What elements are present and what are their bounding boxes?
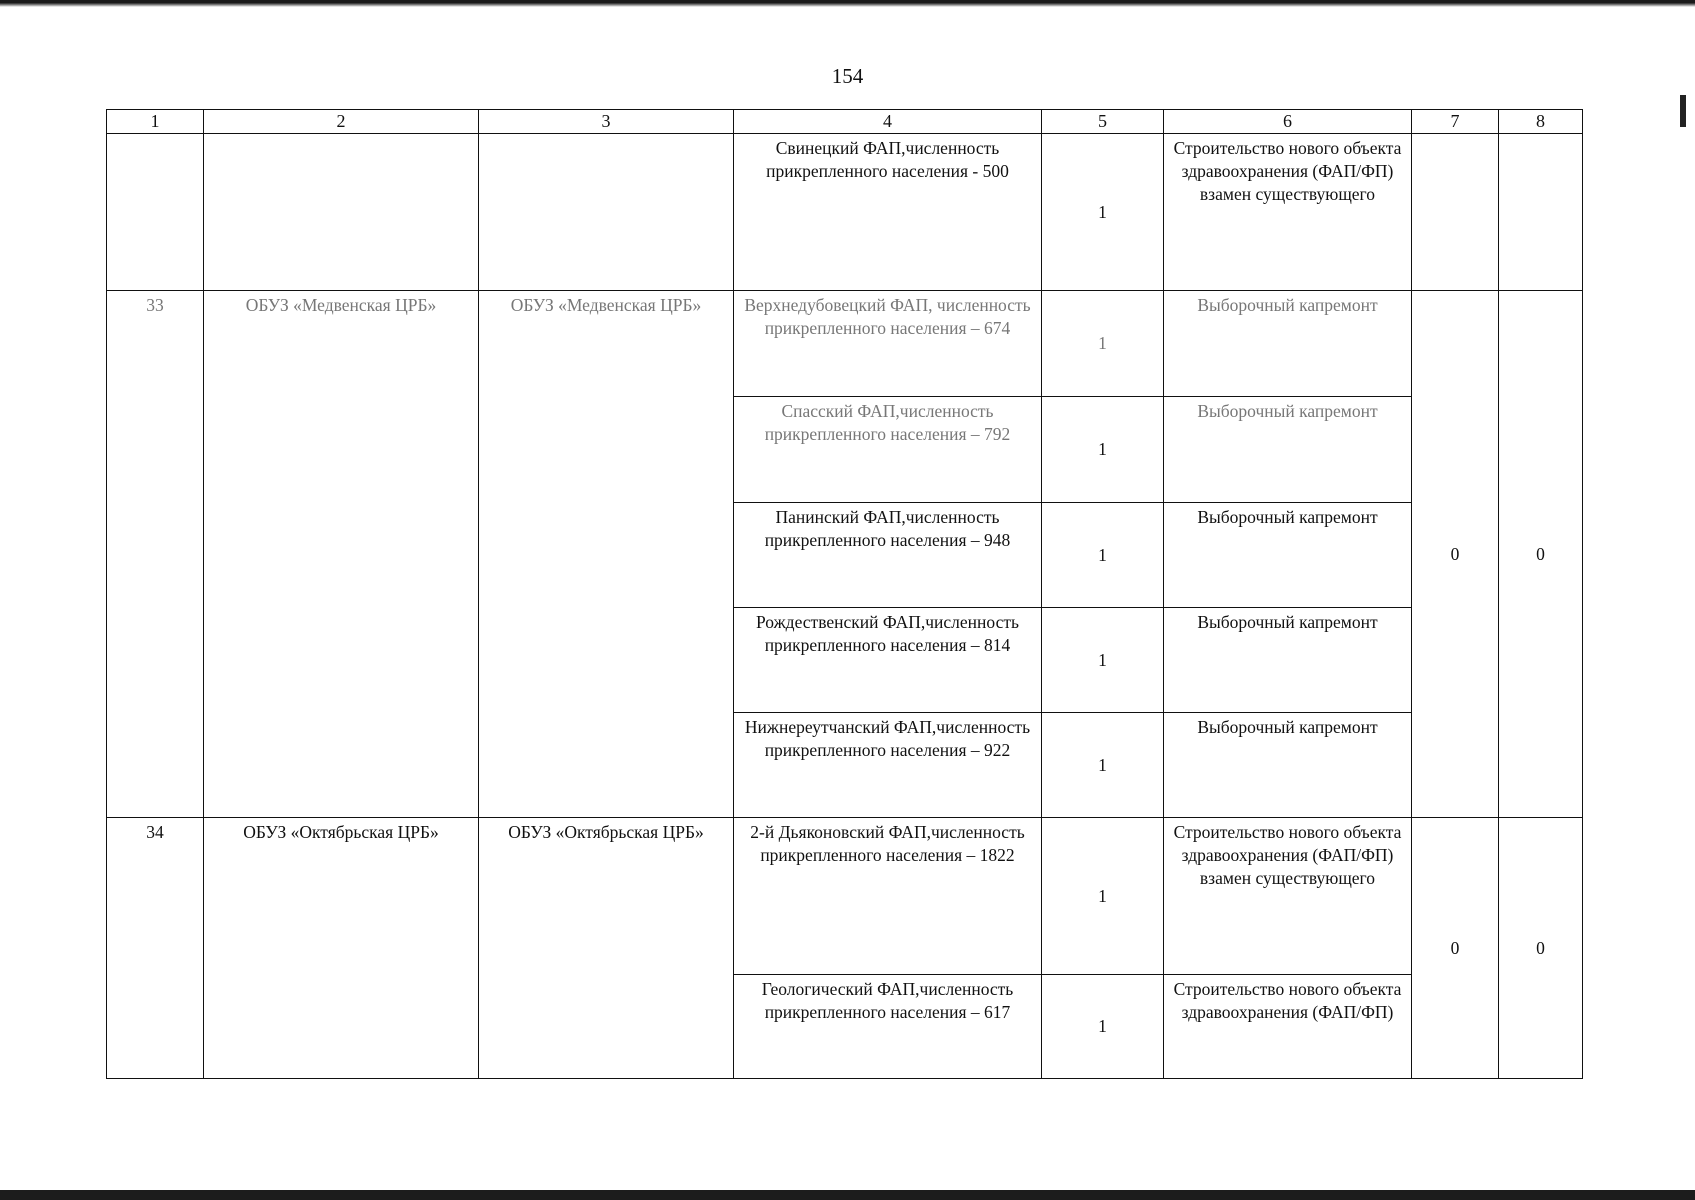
cell-count: 1	[1042, 134, 1164, 291]
cell-org: ОБУЗ «Октябрьская ЦРБ»	[204, 818, 479, 1079]
table-row	[107, 291, 1583, 397]
cell-org2: ОБУЗ «Октябрьская ЦРБ»	[479, 818, 734, 1079]
header-col-5: 5	[1042, 110, 1164, 134]
header-col-2: 2	[204, 110, 479, 134]
cell-action: Строительство нового объекта здравоохранения (ФАП/ФП) взамен существующего	[1164, 134, 1412, 291]
cell-action: Выборочный капремонт	[1164, 503, 1412, 608]
cell-org2: ОБУЗ «Медвенская ЦРБ»	[479, 291, 734, 818]
cell-facility: Свинецкий ФАП,численность прикрепленного населения - 500	[734, 134, 1042, 291]
cell-facility: Геологический ФАП,численность прикрепленного населения – 617	[734, 975, 1042, 1079]
cell-facility: Нижнереутчанский ФАП,численность прикрепленного населения – 922	[734, 713, 1042, 818]
cell-facility: Верхнедубовецкий ФАП, численность прикрепленного населения – 674	[734, 291, 1042, 397]
cell-col8-empty	[1499, 134, 1583, 291]
cell-org2-empty	[479, 134, 734, 291]
scan-edge-top	[0, 0, 1695, 7]
header-col-4: 4	[734, 110, 1042, 134]
table-row	[107, 818, 1583, 975]
table-row	[107, 134, 1583, 291]
cell-count: 1	[1042, 608, 1164, 713]
cell-count: 1	[1042, 975, 1164, 1079]
cell-facility: Панинский ФАП,численность прикрепленного населения – 948	[734, 503, 1042, 608]
header-col-1: 1	[107, 110, 204, 134]
cell-facility: Рождественский ФАП,численность прикрепленного населения – 814	[734, 608, 1042, 713]
cell-count: 1	[1042, 291, 1164, 397]
cell-org: ОБУЗ «Медвенская ЦРБ»	[204, 291, 479, 818]
data-table	[106, 109, 1583, 1079]
cell-col7: 0	[1412, 291, 1499, 818]
cell-facility: Спасский ФАП,численность прикрепленного населения – 792	[734, 397, 1042, 503]
cell-org-empty	[204, 134, 479, 291]
header-col-7: 7	[1412, 110, 1499, 134]
cell-col7: 0	[1412, 818, 1499, 1079]
cell-num-empty	[107, 134, 204, 291]
cell-num: 33	[107, 291, 204, 818]
cell-action: Выборочный капремонт	[1164, 608, 1412, 713]
cell-action: Строительство нового объекта здравоохранения (ФАП/ФП)	[1164, 975, 1412, 1079]
cell-count: 1	[1042, 713, 1164, 818]
cell-action: Выборочный капремонт	[1164, 713, 1412, 818]
cell-action: Выборочный капремонт	[1164, 397, 1412, 503]
header-col-8: 8	[1499, 110, 1583, 134]
header-row	[107, 110, 1583, 134]
cell-col7-empty	[1412, 134, 1499, 291]
scan-edge-bottom	[0, 1190, 1695, 1200]
cell-facility: 2-й Дьяконовский ФАП,численность прикрепленного населения – 1822	[734, 818, 1042, 975]
scan-mark	[1680, 95, 1686, 127]
header-col-6: 6	[1164, 110, 1412, 134]
cell-count: 1	[1042, 503, 1164, 608]
cell-num: 34	[107, 818, 204, 1079]
cell-col8: 0	[1499, 291, 1583, 818]
cell-action: Строительство нового объекта здравоохранения (ФАП/ФП) взамен существующего	[1164, 818, 1412, 975]
header-col-3: 3	[479, 110, 734, 134]
cell-col8: 0	[1499, 818, 1583, 1079]
cell-count: 1	[1042, 818, 1164, 975]
cell-action: Выборочный капремонт	[1164, 291, 1412, 397]
page-number: 154	[831, 64, 864, 88]
cell-count: 1	[1042, 397, 1164, 503]
